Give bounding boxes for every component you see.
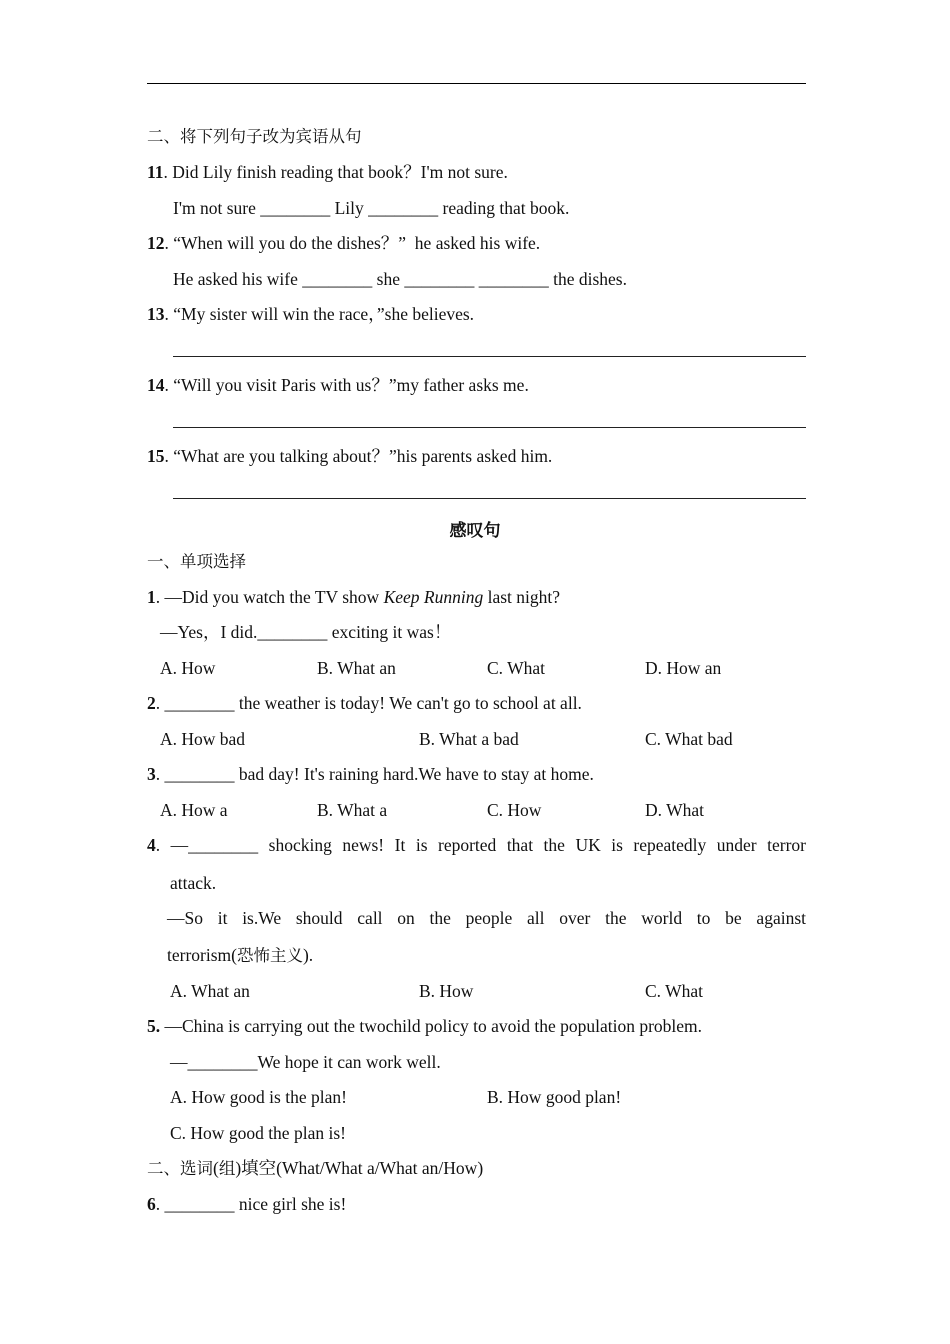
- question-5-option-c: C. How good the plan is!: [170, 1123, 346, 1143]
- question-11: [147, 161, 508, 183]
- question-12-answer-line: He asked his wife ________ she ________ ________ the dishes.: [173, 269, 627, 289]
- question-text: —China is carrying out the twochild policy to avoid the population problem.: [160, 1016, 703, 1036]
- question-11-answer-line: I'm not sure ________ Lily ________ reading that book.: [173, 198, 570, 218]
- question-3-option-d: D. What: [645, 800, 704, 820]
- section-title-exclamatory: 感叹句: [449, 521, 501, 541]
- question-13-answer-blank: [173, 356, 806, 357]
- question-4-reply: —So it is.We should call on the people all over the world to be against: [167, 908, 806, 928]
- reply-cjk: 恐怖主义: [236, 946, 303, 965]
- question-2-option-b: B. What a bad: [419, 729, 519, 749]
- question-1: [147, 586, 560, 608]
- question-3: [147, 763, 594, 785]
- question-5-option-b: B. How good plan!: [487, 1087, 622, 1107]
- question-4: [147, 834, 806, 856]
- question-number: 6: [147, 1194, 156, 1214]
- question-5: [147, 1015, 702, 1037]
- question-4-line-2: attack.: [170, 873, 217, 893]
- question-text: . “My sister will win the race，”she believes.: [164, 304, 475, 324]
- question-4-reply-line-2: [167, 944, 313, 967]
- question-1-option-a: A. How: [160, 658, 216, 678]
- question-5-reply: —________We hope it can work well.: [170, 1052, 441, 1072]
- heading-cjk-2: 组: [218, 1159, 236, 1178]
- question-text: . ________ nice girl she is!: [155, 1194, 347, 1214]
- question-text: . ________ bad day! It's raining hard.We have to stay at home.: [155, 764, 594, 784]
- question-text: . “Will you visit Paris with us？”my father asks me.: [164, 375, 529, 395]
- question-12: [147, 232, 540, 254]
- question-text: . —________ shocking news! It is reported that the UK is repeatedly under terror: [155, 835, 806, 855]
- question-number: 2: [147, 693, 156, 713]
- question-number: 11: [147, 162, 164, 182]
- question-4-option-b: B. How: [419, 981, 474, 1001]
- heading-paren: (: [213, 1158, 219, 1178]
- question-text: . “What are you talking about？”his parents asked him.: [164, 446, 553, 466]
- reply-text: terrorism(: [167, 945, 237, 965]
- question-1-option-b: B. What an: [317, 658, 396, 678]
- question-2-option-a: A. How bad: [160, 729, 246, 749]
- question-2: [147, 692, 582, 714]
- question-number: 5.: [147, 1016, 161, 1036]
- question-2-option-c: C. What bad: [645, 729, 733, 749]
- question-14: [147, 374, 529, 396]
- question-4-option-c: C. What: [645, 981, 704, 1001]
- question-number: 14: [147, 375, 165, 395]
- question-text-end: last night?: [483, 587, 560, 607]
- question-6: [147, 1193, 346, 1215]
- question-3-option-a: A. How a: [160, 800, 228, 820]
- question-15: [147, 445, 552, 467]
- heading-cjk: 二、选词: [147, 1159, 213, 1178]
- question-3-option-b: B. What a: [317, 800, 388, 820]
- question-1-option-c: C. What: [487, 658, 546, 678]
- section-heading-object-clause: 二、将下列句子改为宾语从句: [147, 127, 362, 146]
- question-1-reply: —Yes，I did.________ exciting it was！: [160, 622, 452, 642]
- section-heading-multiple-choice: 一、单项选择: [147, 552, 246, 571]
- question-text: . Did Lily finish reading that book？I'm not sure.: [163, 162, 508, 182]
- show-title: Keep Running: [383, 587, 484, 607]
- heading-rest: )填空(What/What a/What an/How): [235, 1158, 484, 1178]
- section-heading-fill-in: [147, 1157, 483, 1180]
- question-number: 3: [147, 764, 156, 784]
- question-number: 4: [147, 835, 156, 855]
- question-1-option-d: D. How an: [645, 658, 722, 678]
- question-number: 15: [147, 446, 165, 466]
- question-15-answer-blank: [173, 498, 806, 499]
- question-text: . —Did you watch the TV show: [155, 587, 384, 607]
- question-14-answer-blank: [173, 427, 806, 428]
- question-text: . “When will you do the dishes？” he asked his wife.: [164, 233, 541, 253]
- question-text: . ________ the weather is today! We can't go to school at all.: [155, 693, 582, 713]
- question-5-option-a: A. How good is the plan!: [170, 1087, 347, 1107]
- question-number: 13: [147, 304, 165, 324]
- reply-text-end: ).: [302, 945, 314, 965]
- question-number: 12: [147, 233, 165, 253]
- header-rule: [147, 83, 806, 84]
- question-13: [147, 303, 474, 325]
- question-3-option-c: C. How: [487, 800, 542, 820]
- question-number: 1: [147, 587, 156, 607]
- question-4-option-a: A. What an: [170, 981, 250, 1001]
